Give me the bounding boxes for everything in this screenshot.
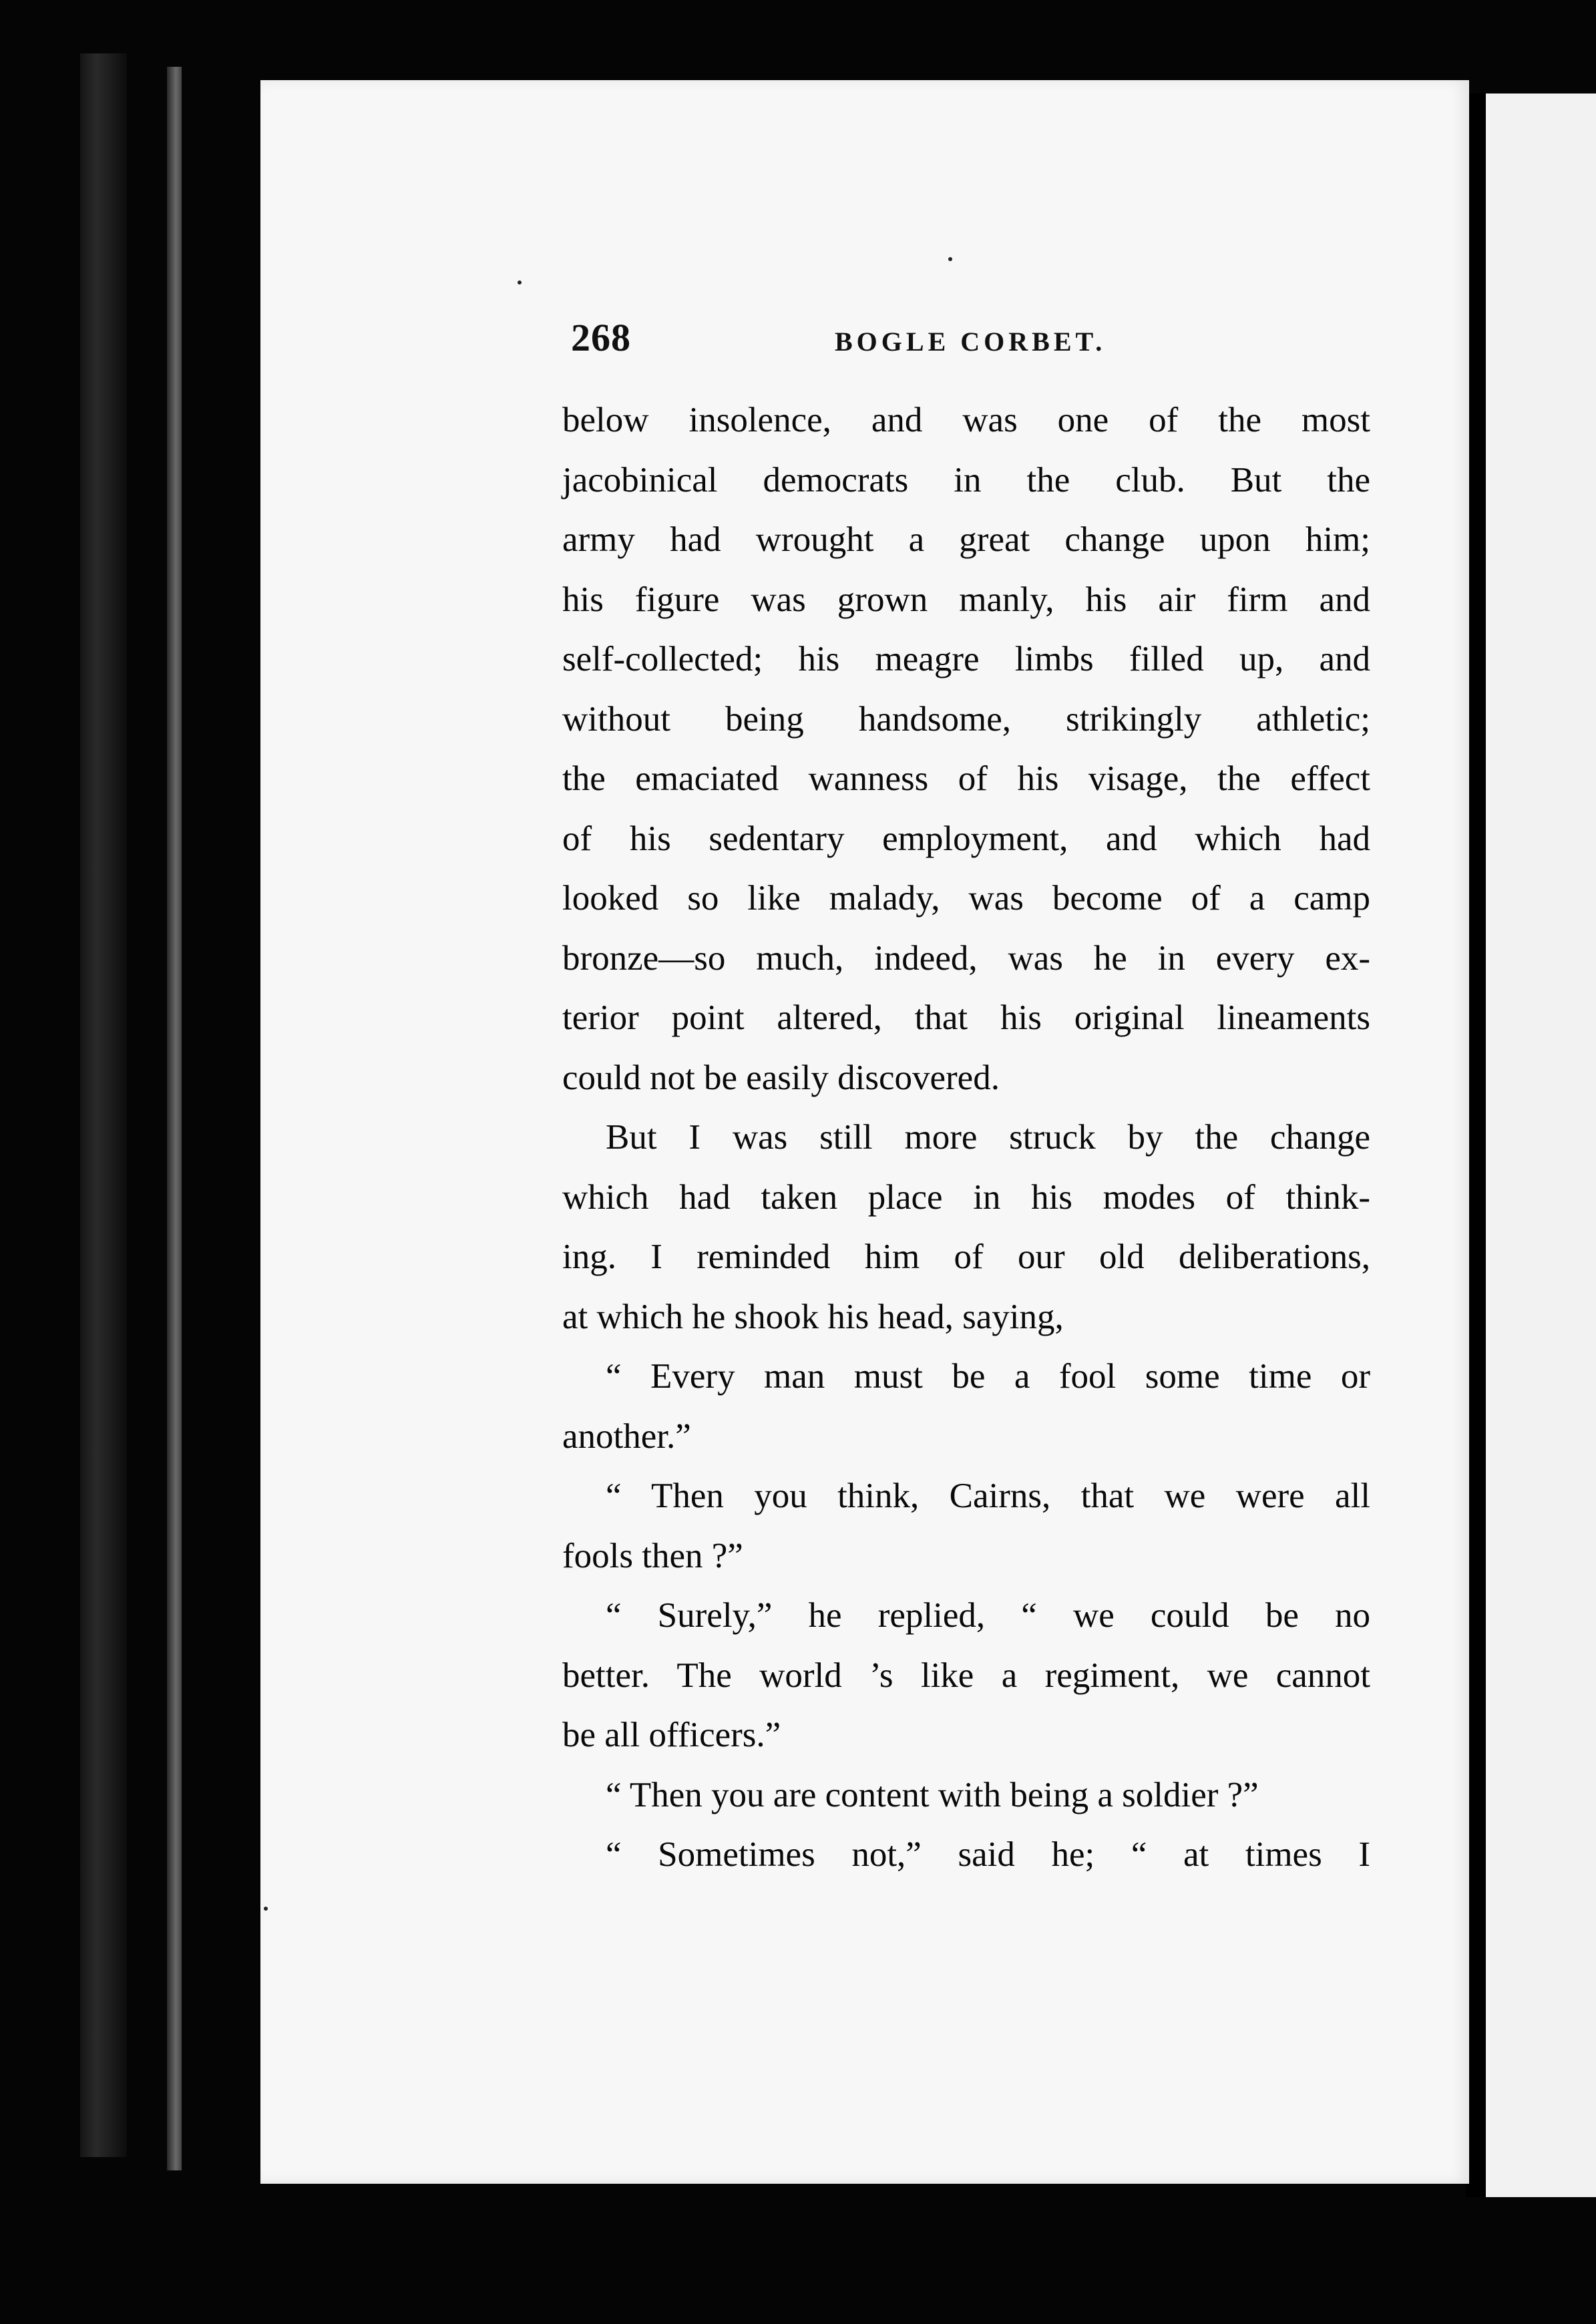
book-spine-shadow (80, 53, 127, 2157)
text-line: better. The world ’s like a regiment, we cannot (562, 1656, 1370, 1695)
text-line: his figure was grown manly, his air firm and (562, 580, 1370, 619)
text-line: could not be easily discovered. (562, 1058, 1000, 1097)
text-line: at which he shook his head, saying, (562, 1297, 1064, 1336)
body-text (562, 391, 1370, 1885)
text-line: “ Sometimes not,” said he; “ at times I (606, 1835, 1370, 1874)
text-line: self-collected; his meagre limbs filled up, and (562, 640, 1370, 679)
text-line: fools then ?” (562, 1536, 743, 1575)
text-line: ing. I reminded him of our old deliberations, (562, 1237, 1370, 1276)
text-line: of his sedentary employment, and which had (562, 819, 1370, 858)
text-line: jacobinical democrats in the club. But the (562, 460, 1370, 500)
text-line: terior point altered, that his original lineaments (562, 998, 1370, 1037)
page-header (571, 315, 1366, 362)
text-line: “ Surely,” he replied, “ we could be no (606, 1596, 1370, 1635)
text-line: the emaciated wanness of his visage, the effect (562, 759, 1370, 798)
page-number: 268 (571, 316, 631, 359)
text-line: looked so like malady, was become of a camp (562, 879, 1370, 918)
page-edge-stack (167, 67, 182, 2170)
print-speck (518, 280, 522, 284)
print-speck (948, 257, 952, 261)
text-line: below insolence, and was one of the most (562, 401, 1370, 439)
text-line: “ Then you think, Cairns, that we were all (606, 1477, 1370, 1515)
text-line: “ Every man must be a fool some time or (606, 1357, 1370, 1396)
text-line: another.” (562, 1416, 691, 1456)
running-head: BOGLE CORBET. (835, 327, 1107, 357)
text-line: which had taken place in his modes of think- (562, 1177, 1370, 1217)
print-speck (264, 1907, 268, 1911)
facing-page-edge (1486, 93, 1596, 2197)
text-line: without being handsome, strikingly athletic; (562, 699, 1370, 739)
text-line: But I was still more struck by the change (606, 1118, 1370, 1157)
text-line: army had wrought a great change upon him; (562, 520, 1370, 559)
text-line: be all officers.” (562, 1716, 781, 1754)
text-line: bronze—so much, indeed, was he in every ex- (562, 938, 1370, 978)
text-line: “ Then you are content with being a soldier ?” (606, 1775, 1259, 1814)
